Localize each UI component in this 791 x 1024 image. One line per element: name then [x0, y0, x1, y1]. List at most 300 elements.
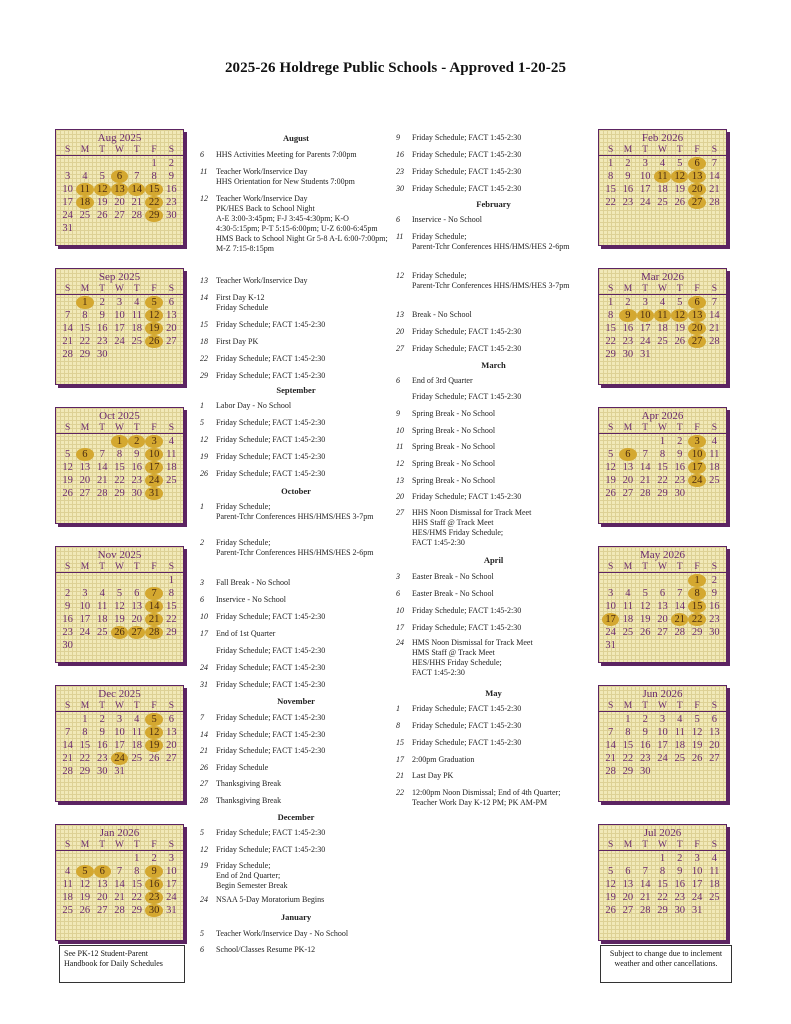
event-item [200, 469, 392, 479]
event-description: Spring Break - No School [412, 442, 496, 451]
calendar-day: 25 [674, 753, 686, 764]
highlighted-day: 26 [145, 335, 162, 348]
weekday-label: F [151, 145, 157, 155]
event-description: School/Classes Resume PK-12 [216, 945, 316, 954]
highlighted-day: 7 [145, 587, 162, 600]
event-item [200, 929, 392, 939]
event-date: 12 [396, 271, 404, 280]
calendar-day: 19 [114, 614, 125, 625]
weekday-label: T [99, 423, 106, 433]
event-item [200, 354, 392, 364]
weekday-label: T [99, 840, 106, 850]
event-item [200, 646, 392, 656]
calendar-day: 9 [134, 449, 140, 460]
calendar-day: 2 [677, 853, 683, 864]
calendar-day: 29 [131, 905, 143, 916]
calendar-day: 14 [709, 310, 720, 321]
calendar-day: 9 [677, 449, 683, 460]
calendar-day: 5 [65, 449, 71, 460]
calendar-day: 20 [709, 740, 720, 751]
event-date: 22 [200, 354, 208, 363]
event-description: Spring Break - No School [412, 409, 496, 418]
empty-day [111, 574, 128, 587]
event-item [200, 167, 392, 187]
month-heading: March [481, 360, 506, 370]
calendar-day: 7 [677, 588, 683, 599]
event-description: Thanksgiving Break [216, 796, 282, 805]
event-date: 24 [396, 638, 404, 647]
event-date: 14 [200, 293, 208, 302]
calendar-day: 22 [79, 336, 91, 347]
calendar-day: 20 [114, 197, 125, 208]
weekday-label: M [623, 701, 633, 711]
event-date: 29 [200, 371, 208, 380]
calendar-day: 25 [131, 753, 143, 764]
calendar-day: 2 [711, 575, 717, 586]
calendar-day: 27 [114, 210, 125, 221]
calendar-day: 12 [62, 462, 73, 473]
month-heading: August [283, 133, 309, 143]
calendar-day: 18 [657, 323, 668, 334]
event-description: Teacher Work/Inservice Day PK/HES Back to School Night A-E 3:00-3:45pm; F-J 3:45-4:30pm; K-O 4:30-5:15pm; P-T 5:15-6:00pm; U-Z 6:00-6:45pm HMS Back to School Night Gr 5-8 A-L 6:00-7:00pm; M-Z 7:15-8:15pm [216, 194, 388, 253]
calendar-month-title: Apr 2026 [641, 410, 684, 422]
calendar-feb [598, 129, 727, 246]
calendar-day: 26 [674, 197, 686, 208]
day-grid [599, 157, 726, 209]
calendar-day: 14 [96, 462, 108, 473]
weekday-label: F [694, 562, 700, 572]
event-description: Inservice - No School [216, 595, 286, 604]
highlighted-day: 20 [688, 183, 705, 196]
weekday-label: F [151, 284, 157, 294]
event-description: Fall Break - No School [216, 578, 291, 587]
calendar-apr [598, 407, 727, 524]
calendar-day: 11 [709, 866, 720, 877]
event-item [200, 663, 392, 673]
calendar-day: 11 [97, 601, 108, 612]
event-item [396, 232, 591, 252]
highlighted-day: 14 [145, 600, 162, 613]
calendar-day: 28 [96, 488, 108, 499]
calendar-day: 10 [691, 866, 703, 877]
event-description: Friday Schedule; FACT 1:45-2:30 [216, 646, 326, 655]
calendar-day: 14 [114, 879, 125, 890]
weekday-label: S [64, 284, 71, 294]
calendar-day: 7 [711, 158, 717, 169]
calendar-day: 24 [691, 892, 703, 903]
empty-day [671, 574, 688, 587]
weekday-label: T [676, 701, 683, 711]
weekday-header [599, 840, 726, 851]
calendar-day: 9 [99, 310, 105, 321]
calendar-day: 6 [625, 866, 631, 877]
weekday-label: S [607, 701, 614, 711]
event-item [200, 629, 392, 639]
calendar-day: 8 [659, 449, 666, 460]
calendar-day: 2 [65, 588, 71, 599]
empty-day [94, 157, 111, 170]
calendar-day: 10 [114, 310, 125, 321]
event-description: Friday Schedule; FACT 1:45-2:30 [412, 184, 522, 193]
calendar-day: 18 [131, 740, 143, 751]
weekday-label: T [99, 145, 106, 155]
weekday-header [599, 562, 726, 573]
weekday-label: S [711, 423, 717, 433]
event-item [200, 612, 392, 622]
calendar-day: 10 [79, 601, 91, 612]
highlighted-day: 21 [671, 613, 688, 626]
event-description: Friday Schedule; Parent-Tchr Conferences HHS/HMS/HES 2-6pm [216, 538, 374, 557]
weekday-header [599, 284, 726, 295]
event-description: 2:00pm Graduation [412, 755, 475, 764]
event-date: 10 [396, 426, 404, 435]
calendar-day: 17 [114, 740, 125, 751]
empty-day [128, 157, 145, 170]
calendar-day: 29 [622, 766, 634, 777]
event-description: Friday Schedule; FACT 1:45-2:30 [216, 828, 326, 837]
calendar-day: 1 [82, 714, 88, 725]
event-date: 12 [200, 194, 208, 203]
event-description: Teacher Work/Inservice Day [216, 276, 308, 285]
calendar-day: 18 [131, 323, 143, 334]
calendar-day: 20 [131, 614, 143, 625]
weekday-label: S [64, 840, 71, 850]
calendar-day: 4 [134, 714, 140, 725]
calendar-day: 4 [82, 171, 88, 182]
calendar-day: 23 [622, 336, 634, 347]
calendar-day: 2 [625, 297, 631, 308]
calendar-day: 14 [709, 171, 720, 182]
calendar-day: 27 [622, 488, 634, 499]
weekday-header [56, 701, 183, 712]
event-date: 28 [200, 796, 208, 805]
weekday-label: T [642, 145, 649, 155]
calendar-day: 15 [605, 184, 616, 195]
calendar-day: 18 [674, 740, 686, 751]
calendar-day: 16 [622, 323, 634, 334]
calendar-day: 8 [608, 310, 614, 321]
calendar-day: 7 [711, 297, 717, 308]
event-date: 23 [396, 167, 404, 176]
weekday-label: M [80, 701, 90, 711]
calendar-day: 26 [605, 905, 616, 916]
calendar-day: 7 [116, 866, 123, 877]
calendar-day: 6 [168, 714, 174, 725]
event-item [200, 796, 392, 806]
weekday-label: M [623, 284, 633, 294]
weekday-label: S [168, 701, 174, 711]
event-date: 12 [396, 459, 404, 468]
event-date: 14 [200, 730, 208, 739]
calendar-day: 13 [709, 727, 720, 738]
calendar-day: 29 [114, 488, 125, 499]
calendar-day: 29 [657, 488, 668, 499]
event-date: 21 [396, 771, 404, 780]
event-description: Friday Schedule; FACT 1:45-2:30 [216, 680, 326, 689]
calendar-day: 15 [657, 462, 668, 473]
calendar-day: 29 [657, 905, 668, 916]
event-description: 12:00pm Noon Dismissal; End of 4th Quarter; Teacher Work Day K-12 PM; PK AM-PM [412, 788, 561, 807]
calendar-day: 11 [709, 449, 720, 460]
calendar-day: 19 [691, 740, 703, 751]
calendar-sep [55, 268, 184, 385]
event-description: Spring Break - No School [412, 459, 496, 468]
empty-day [111, 157, 128, 170]
event-date: 22 [396, 788, 404, 797]
event-item [396, 327, 591, 337]
empty-day [59, 157, 76, 170]
calendar-day: 16 [96, 323, 108, 334]
event-item [396, 492, 591, 502]
calendar-day: 23 [96, 336, 108, 347]
weekday-label: S [607, 284, 614, 294]
weekday-label: S [64, 145, 71, 155]
calendar-month-title: Feb 2026 [641, 132, 684, 144]
calendar-day: 30 [674, 488, 686, 499]
highlighted-day: 10 [145, 448, 162, 461]
calendar-day: 20 [166, 740, 177, 751]
calendar-day: 25 [657, 336, 668, 347]
event-date: 6 [396, 215, 400, 224]
calendar-day: 30 [622, 349, 634, 360]
calendar-day: 24 [166, 892, 177, 903]
weekday-header [56, 423, 183, 434]
highlighted-day: 6 [76, 448, 93, 461]
calendar-day: 16 [96, 740, 108, 751]
calendar-day: 3 [694, 853, 700, 864]
event-date: 10 [200, 612, 208, 621]
calendar-day: 28 [605, 766, 616, 777]
event-description: Friday Schedule; FACT 1:45-2:30 [412, 392, 522, 401]
event-date: 3 [200, 578, 204, 587]
event-date: 6 [396, 376, 400, 385]
event-item [396, 755, 591, 765]
calendar-day: 17 [166, 879, 177, 890]
calendar-day: 20 [96, 892, 108, 903]
event-item [396, 150, 591, 160]
event-item [200, 320, 392, 330]
event-description: End of 3rd Quarter [412, 376, 473, 385]
calendar-day: 21 [709, 323, 720, 334]
highlighted-day: 11 [76, 183, 93, 196]
highlighted-day: 5 [145, 713, 162, 726]
event-date: 26 [200, 763, 208, 772]
calendar-day: 26 [639, 627, 651, 638]
calendar-day: 26 [62, 488, 73, 499]
weekday-label: F [694, 423, 700, 433]
weekday-label: W [115, 284, 124, 294]
event-item [200, 435, 392, 445]
event-description: Friday Schedule; FACT 1:45-2:30 [412, 738, 522, 747]
calendar-day: 15 [79, 740, 91, 751]
calendar-month-title: Jul 2026 [643, 827, 682, 839]
event-item [200, 845, 392, 855]
event-item [396, 133, 591, 143]
month-heading: January [280, 912, 312, 922]
event-description: Teacher Work/Inservice Day HHS Orientation for New Students 7:00pm [216, 167, 355, 186]
calendar-day: 2 [151, 853, 157, 864]
calendar-day: 11 [62, 879, 73, 890]
calendar-day: 26 [691, 753, 703, 764]
empty-day [619, 435, 636, 448]
event-item [200, 746, 392, 756]
calendar-day: 13 [657, 601, 668, 612]
weekday-label: M [623, 840, 633, 850]
empty-day [654, 574, 671, 587]
calendar-month-title: Aug 2025 [97, 132, 142, 144]
calendar-day: 22 [131, 892, 143, 903]
empty-day [59, 713, 76, 726]
event-description: Easter Break - No School [412, 572, 494, 581]
weekday-header [56, 284, 183, 295]
calendar-jun [598, 685, 727, 802]
highlighted-day: 28 [145, 626, 162, 639]
calendar-day: 28 [62, 766, 73, 777]
calendar-day: 19 [605, 475, 616, 486]
weekday-label: T [642, 840, 649, 850]
calendar-day: 7 [65, 310, 71, 321]
event-description: Easter Break - No School [412, 589, 494, 598]
calendar-day: 30 [709, 627, 720, 638]
calendar-day: 16 [639, 740, 651, 751]
event-date: 17 [396, 623, 404, 632]
event-date: 6 [200, 595, 204, 604]
calendar-day: 13 [166, 310, 177, 321]
event-description: Friday Schedule; FACT 1:45-2:30 [216, 435, 326, 444]
event-description: Friday Schedule; FACT 1:45-2:30 [216, 612, 326, 621]
calendar-day: 18 [166, 462, 177, 473]
event-item [396, 310, 591, 320]
weekday-label: W [115, 562, 124, 572]
event-item [200, 337, 392, 347]
event-date: 19 [200, 861, 208, 870]
calendar-mar [598, 268, 727, 385]
calendar-day: 2 [99, 714, 105, 725]
empty-day [59, 435, 76, 448]
highlighted-day: 18 [76, 196, 93, 209]
calendar-month-title: Oct 2025 [99, 410, 140, 422]
empty-day [602, 574, 619, 587]
calendar-day: 8 [168, 588, 174, 599]
calendar-day: 7 [99, 449, 105, 460]
calendar-day: 18 [62, 892, 73, 903]
event-item [200, 730, 392, 740]
event-description: Friday Schedule; FACT 1:45-2:30 [412, 167, 522, 176]
calendar-day: 8 [625, 727, 631, 738]
event-date: 20 [396, 492, 404, 501]
event-date: 21 [200, 746, 208, 755]
calendar-day: 4 [711, 436, 717, 447]
calendar-day: 25 [79, 210, 91, 221]
event-item [200, 276, 392, 286]
calendar-day: 23 [131, 475, 143, 486]
calendar-day: 28 [709, 197, 720, 208]
day-grid [599, 296, 726, 361]
calendar-day: 14 [62, 323, 73, 334]
empty-day [94, 852, 111, 865]
calendar-day: 5 [608, 449, 614, 460]
weekday-label: W [115, 145, 124, 155]
highlighted-day: 6 [619, 448, 636, 461]
weekday-label: M [80, 145, 90, 155]
event-date: 17 [396, 755, 404, 764]
calendar-day: 8 [116, 449, 123, 460]
highlighted-day: 13 [688, 170, 705, 183]
calendar-day: 5 [642, 588, 648, 599]
calendar-day: 7 [608, 727, 614, 738]
highlighted-day: 11 [654, 309, 671, 322]
weekday-header [56, 562, 183, 573]
calendar-day: 23 [62, 627, 73, 638]
calendar-day: 15 [622, 740, 634, 751]
event-date: 2 [200, 538, 204, 547]
calendar-day: 21 [96, 475, 108, 486]
event-date: 19 [200, 452, 208, 461]
calendar-day: 25 [96, 627, 108, 638]
calendar-day: 21 [639, 475, 651, 486]
event-item [396, 459, 591, 469]
event-item [396, 215, 591, 225]
event-description: Friday Schedule; FACT 1:45-2:30 [412, 133, 522, 142]
highlighted-day: 3 [688, 435, 705, 448]
event-date: 16 [396, 150, 404, 159]
calendar-day: 22 [605, 197, 616, 208]
event-date: 12 [200, 845, 208, 854]
day-grid [56, 435, 183, 500]
highlighted-day: 5 [145, 296, 162, 309]
event-description: Friday Schedule; FACT 1:45-2:30 [216, 746, 326, 755]
highlighted-day: 6 [111, 170, 128, 183]
calendar-day: 6 [659, 588, 666, 599]
empty-day [76, 852, 93, 865]
calendar-day: 7 [65, 727, 71, 738]
highlighted-day: 16 [145, 878, 162, 891]
empty-day [76, 574, 93, 587]
calendar-day: 5 [677, 158, 683, 169]
calendar-day: 31 [639, 349, 651, 360]
month-heading: February [476, 199, 511, 209]
calendar-day: 10 [114, 727, 125, 738]
calendar-day: 3 [82, 588, 88, 599]
calendar-month-title: May 2026 [640, 549, 685, 561]
calendar-day: 30 [166, 210, 177, 221]
calendar-day: 18 [709, 462, 720, 473]
calendar-day: 27 [709, 753, 720, 764]
calendar-day: 3 [642, 297, 648, 308]
event-item [396, 704, 591, 714]
empty-day [59, 574, 76, 587]
calendar-dec [55, 685, 184, 802]
calendar-day: 8 [608, 171, 614, 182]
weekday-label: F [694, 284, 700, 294]
event-description: Friday Schedule; FACT 1:45-2:30 [216, 418, 326, 427]
calendar-day: 12 [79, 879, 91, 890]
highlighted-day: 6 [688, 157, 705, 170]
highlighted-day: 9 [619, 309, 636, 322]
highlighted-day: 9 [145, 865, 162, 878]
calendar-day: 3 [168, 853, 174, 864]
calendar-day: 31 [166, 905, 177, 916]
calendar-day: 2 [99, 297, 105, 308]
calendar-day: 18 [622, 614, 634, 625]
calendar-day: 16 [62, 614, 73, 625]
event-date: 15 [200, 320, 208, 329]
event-item [396, 738, 591, 748]
calendar-day: 4 [65, 866, 71, 877]
weekday-label: T [642, 284, 649, 294]
calendar-day: 25 [131, 336, 143, 347]
event-date: 1 [200, 401, 204, 410]
